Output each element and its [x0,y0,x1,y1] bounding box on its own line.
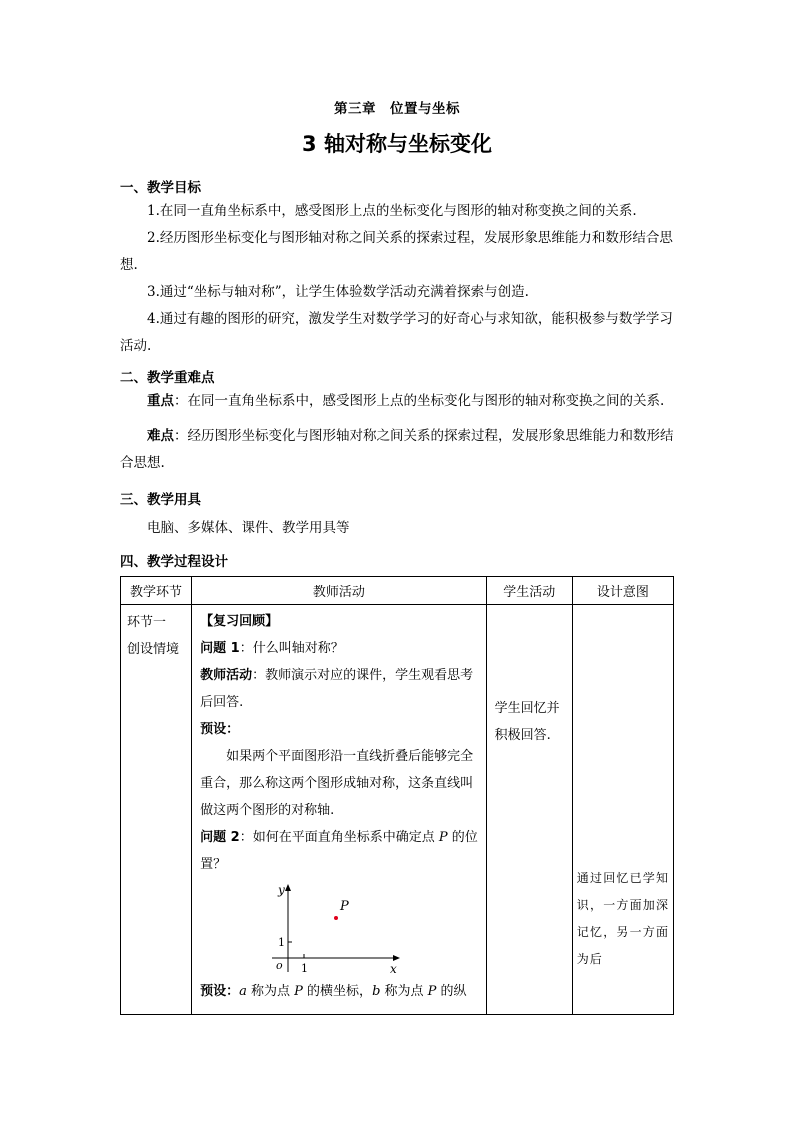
tools-heading: 三、教学用具 [120,492,201,508]
design-intent: 通过回忆已学知识，一方面加深记忆，另一方面为后 [576,871,669,966]
coordinate-graph [262,882,402,974]
difficulty-text: ：经历图形坐标变化与图形轴对称之间关系的探索过程，发展形象思维能力和数形结合思想. [120,428,674,471]
preset2-text-4: 的纵 [436,984,467,999]
ta-label: 教师活动 [200,668,253,683]
chapter-heading: 第三章 位置与坐标 [334,101,460,117]
goal-item-4: 4.通过有趣的图形的研究，激发学生对数学学习的好奇心与求知欲，能积极参与数学学习活动. [120,311,673,354]
preset2-label: 预设： [200,984,240,999]
header-intent: 设计意图 [572,577,673,605]
preset2-text-1: 称为点 [246,984,295,999]
x-axis-arrow [393,955,400,961]
origin-label: o [276,959,283,972]
x-tick-label: 1 [301,962,309,974]
process-heading: 四、教学过程设计 [120,554,228,570]
tools-text: 电脑、多媒体、课件、教学用具等 [147,520,350,536]
goal-item-1: 1.在同一直角坐标系中，感受图形上点的坐标变化与图形的轴对称变换之间的关系. [147,203,637,219]
goal-item-2: 2.经历图形坐标变化与图形轴对称之间关系的探索过程，发展形象思维能力和数形结合思想. [120,230,673,273]
preset2-text-2: 的横坐标， [302,984,373,999]
preset-text: 如果两个平面图形沿一直线折叠后能够完全重合，那么称这两个图形成轴对称，这条直线叫做这两个图形的对称轴. [200,749,474,818]
keypoints-heading: 二、教学重难点 [120,370,215,386]
lesson-title: 3 轴对称与坐标变化 [302,132,492,156]
q1-label: 问题 1 [200,641,240,656]
var-a: a [239,984,247,999]
header-teacher: 教师活动 [192,577,487,605]
student-activity: 学生回忆并积极回答. [494,701,560,743]
preset-label: 预设： [200,722,240,737]
teacher-cell [192,605,487,1015]
stage-subtitle: 创设情境 [127,642,180,657]
q2-text-a: ：如何在平面直角坐标系中确定点 [239,830,439,845]
q1-text: ：什么叫轴对称？ [239,641,344,656]
intent-cell [572,605,673,1015]
var-p-1: P [294,984,303,999]
table-header-row [121,577,674,605]
process-table [120,576,674,1015]
y-axis-arrow [285,884,291,891]
table-row [121,605,674,1015]
difficulty-label: 难点 [147,428,174,444]
y-tick-label: 1 [278,936,286,949]
header-student: 学生活动 [486,577,572,605]
stage-name: 环节一 [127,615,167,630]
q2-label: 问题 2 [200,830,240,845]
y-label: y [278,883,285,897]
goals-heading: 一、教学目标 [120,180,201,196]
q2-var: P [438,830,448,845]
x-label: x [390,962,397,974]
student-cell [486,605,572,1015]
goal-item-3: 3.通过“坐标与轴对称”，让学生体验数学活动充满着探索与创造. [147,284,529,300]
question-2 [200,824,480,878]
point-p [334,916,338,920]
review-label: 【复习回顾】 [200,614,279,629]
key-point [120,388,680,415]
var-b: b [372,984,381,999]
question-1 [200,635,480,662]
point-p-label: P [340,899,349,914]
q2-text-b: 的位置？ [200,830,478,872]
var-p-2: P [427,984,437,999]
teacher-activity [200,662,480,716]
key-label: 重点 [147,393,174,409]
stage-cell [121,605,192,1015]
ta-text: ：教师演示对应的课件，学生观看思考后回答. [200,668,474,710]
preset-2 [200,978,480,1005]
difficulty-point [120,423,680,477]
key-text: ：在同一直角坐标系中，感受图形上点的坐标变化与图形的轴对称变换之间的关系. [174,393,665,409]
preset2-text-3: 称为点 [380,984,428,999]
header-stage: 教学环节 [121,577,192,605]
